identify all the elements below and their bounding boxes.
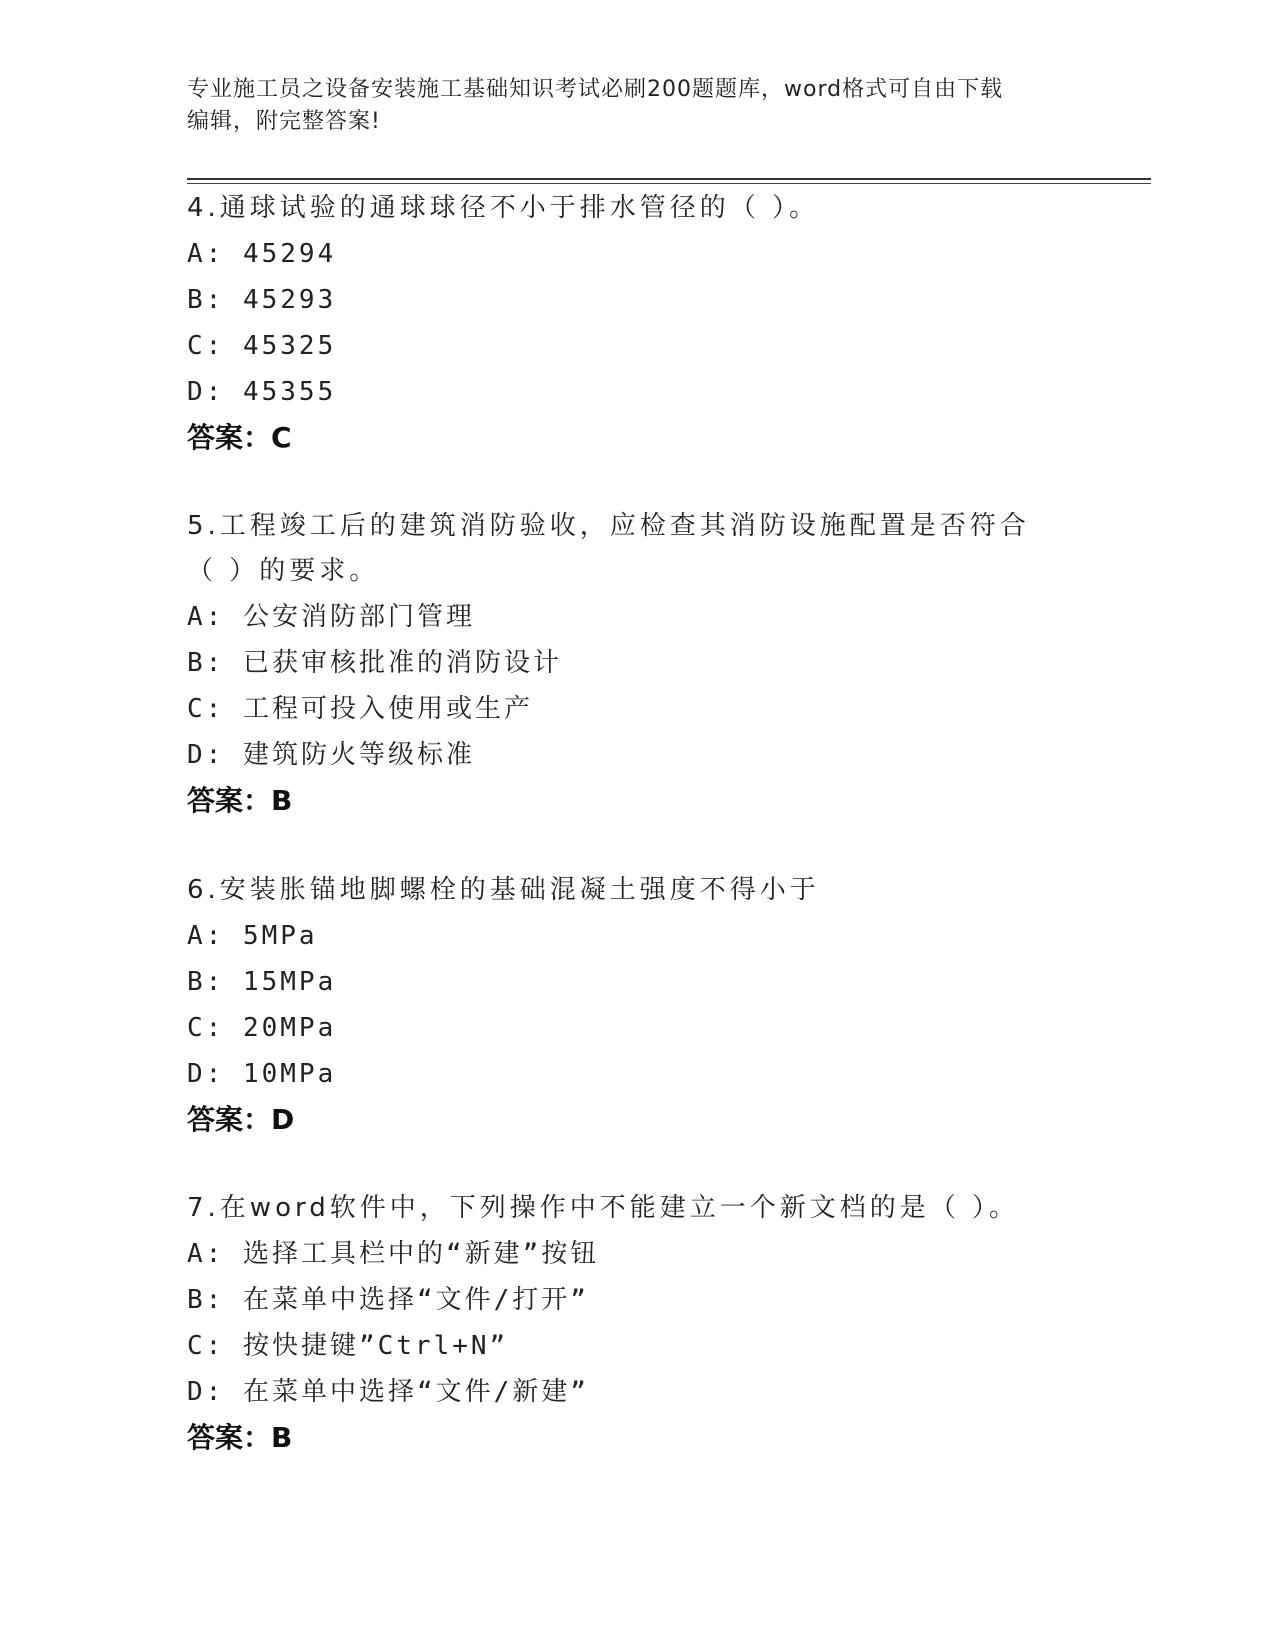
option-a: A: 公安消防部门管理 bbox=[187, 602, 475, 632]
answer-label: 答案：C bbox=[187, 421, 292, 454]
option-c: C: 45325 bbox=[187, 331, 337, 361]
header-divider-thin bbox=[187, 183, 1151, 184]
header-title-line-1: 专业施工员之设备安装施工基础知识考试必刷200题题库，word格式可自由下载 bbox=[187, 77, 1004, 102]
option-b: B: 15MPa bbox=[187, 967, 337, 997]
option-d: D: 10MPa bbox=[187, 1059, 337, 1089]
question-4 bbox=[187, 186, 1087, 461]
option-b: B: 已获审核批准的消防设计 bbox=[187, 648, 562, 678]
document-header bbox=[187, 74, 1067, 138]
option-d: D: 45355 bbox=[187, 377, 337, 407]
question-6 bbox=[187, 868, 1087, 1143]
option-a: A: 5MPa bbox=[187, 921, 318, 951]
answer-label: 答案：B bbox=[187, 784, 293, 817]
option-c: C: 20MPa bbox=[187, 1013, 337, 1043]
question-stem: 7.在word软件中，下列操作中不能建立一个新文档的是（ ）。 bbox=[187, 1193, 1019, 1223]
option-a: A: 选择工具栏中的“新建”按钮 bbox=[187, 1239, 600, 1269]
header-title-line-2: 编辑，附完整答案! bbox=[187, 109, 381, 134]
option-d: D: 建筑防火等级标准 bbox=[187, 740, 475, 770]
answer-label: 答案：D bbox=[187, 1103, 295, 1136]
option-d: D: 在菜单中选择“文件/新建” bbox=[187, 1377, 589, 1407]
option-a: A: 45294 bbox=[187, 239, 337, 269]
answer-label: 答案：B bbox=[187, 1421, 293, 1454]
header-divider-thick bbox=[187, 178, 1151, 180]
option-c: C: 工程可投入使用或生产 bbox=[187, 694, 533, 724]
question-stem: 4.通球试验的通球球径不小于排水管径的（ ）。 bbox=[187, 193, 820, 223]
option-b: B: 在菜单中选择“文件/打开” bbox=[187, 1285, 589, 1315]
question-7 bbox=[187, 1186, 1087, 1461]
option-b: B: 45293 bbox=[187, 285, 337, 315]
question-5 bbox=[187, 504, 1057, 824]
question-stem: 6.安装胀锚地脚螺栓的基础混凝土强度不得小于 bbox=[187, 875, 820, 905]
option-c: C: 按快捷键”Ctrl+N” bbox=[187, 1331, 509, 1361]
question-stem: 5.工程竣工后的建筑消防验收，应检查其消防设施配置是否符合（ ）的要求。 bbox=[187, 511, 1030, 586]
